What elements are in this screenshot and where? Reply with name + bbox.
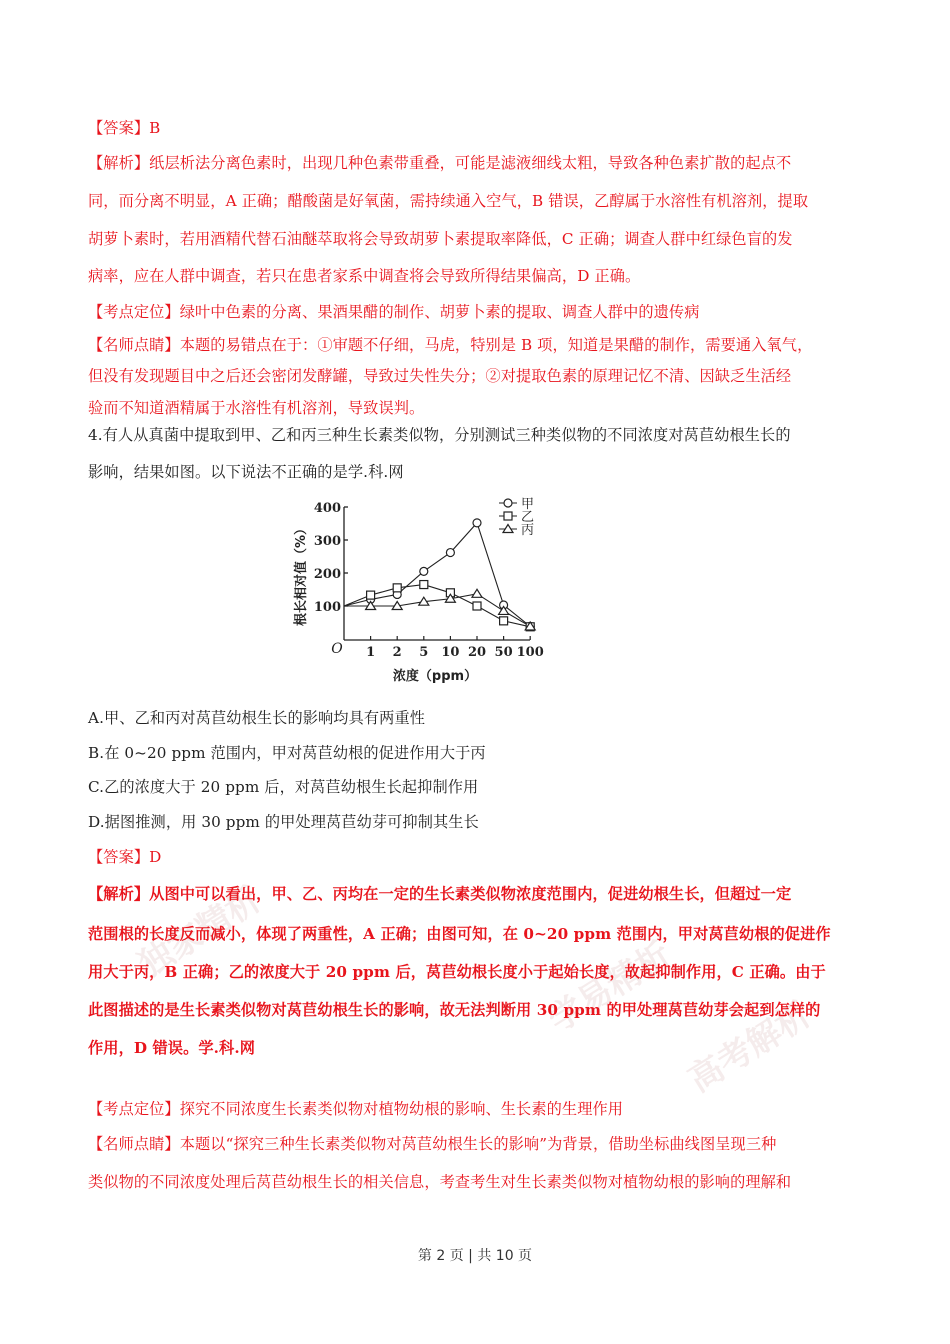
mingshi-label: 【名师点睛】	[88, 1135, 180, 1153]
chart-series	[344, 519, 535, 631]
watermark: 独家精析	[131, 879, 269, 986]
y-axis-tick-labels	[314, 501, 341, 615]
svg-text:1: 1	[366, 645, 376, 660]
q4-analysis-line: 作用，D 错误。学.科.网	[88, 1039, 256, 1057]
analysis-label: 【解析】	[88, 885, 150, 903]
answer-value: B	[149, 119, 161, 137]
answer-label: 【答案】	[88, 119, 150, 137]
q4-mingshi-line	[88, 1134, 776, 1154]
q4-answer	[88, 847, 161, 867]
chart-legend	[499, 497, 534, 538]
kaodian-text: 绿叶中色素的分离、果酒果醋的制作、胡萝卜素的提取、调查人群中的遗传病	[179, 303, 700, 321]
prev-kaodian	[88, 302, 700, 322]
root-growth-line-chart	[285, 490, 555, 690]
svg-text:200: 200	[313, 567, 341, 582]
svg-text:20: 20	[467, 645, 487, 660]
prev-analysis-line: 胡萝卜素时，若用酒精代替石油醚萃取将会导致胡萝卜素提取率降低，C 正确；调查人群中红绿色盲的发	[88, 230, 793, 248]
prev-analysis-line: 同，而分离不明显，A 正确；醋酸菌是好氧菌，需持续通入空气，B 错误，乙醇属于水溶性有机溶剂，提取	[88, 192, 809, 210]
q4-analysis-line: 此图描述的是生长素类似物对莴苣幼根生长的影响，故无法判断用 30 ppm 的甲处理莴苣幼芽会起到怎样的	[88, 1001, 821, 1019]
svg-text:300: 300	[313, 534, 341, 549]
origin-label: O	[331, 641, 343, 657]
answer-value: D	[149, 848, 162, 866]
mingshi-label: 【名师点睛】	[88, 336, 180, 354]
page-footer: 第 2 页 | 共 10 页	[417, 1248, 533, 1264]
watermark: 学易精析	[541, 934, 679, 1041]
watermark: 高考解析	[681, 994, 819, 1101]
q4-analysis-line: 范围根的长度反而减小，体现了两重性，A 正确；由图可知，在 0~20 ppm 范围内，甲对莴苣幼根的促进作	[88, 925, 831, 943]
svg-text:甲: 甲	[521, 497, 535, 512]
answer-label: 【答案】	[88, 848, 150, 866]
svg-text:乙: 乙	[521, 510, 535, 525]
q4-mingshi-line: 类似物的不同浓度处理后莴苣幼根生长的相关信息，考查考生对生长素类似物对植物幼根的影响的理解和	[88, 1173, 792, 1191]
x-axis-tick-labels	[366, 645, 544, 660]
prev-mingshi-line: 但没有发现题目中之后还会密闭发酵罐，导致过失性失分；②对提取色素的原理记忆不清、因缺乏生活经	[88, 367, 792, 385]
svg-text:5: 5	[419, 645, 429, 660]
question-stem-line: 影响，结果如图。以下说法不正确的是学.科.网	[88, 463, 404, 481]
svg-text:2: 2	[392, 645, 402, 660]
prev-mingshi-line	[88, 335, 812, 355]
prev-mingshi-line: 验而不知道酒精属于水溶性有机溶剂，导致误判。	[88, 399, 425, 417]
analysis-text: 纸层析法分离色素时，出现几种色素带重叠，可能是滤液细线太粗，导致各种色素扩散的起点不	[149, 154, 792, 172]
question-stem-line: 4.有人从真菌中提取到甲、乙和丙三种生长素类似物，分别测试三种类似物的不同浓度对莴苣幼根生长的	[88, 426, 791, 444]
q4-analysis-line	[88, 884, 791, 904]
option-b: B.在 0~20 ppm 范围内，甲对莴苣幼根的促进作用大于丙	[88, 744, 486, 762]
svg-text:100: 100	[313, 600, 341, 615]
y-axis-label: 根长相对值（%）	[294, 521, 309, 627]
x-axis-label: 浓度（ppm）	[392, 669, 478, 684]
svg-text:400: 400	[313, 501, 341, 516]
q4-analysis-line: 用大于丙，B 正确；乙的浓度大于 20 ppm 后，莴苣幼根长度小于起始长度，故起抑制作用，C 正确。由于	[88, 963, 826, 981]
mingshi-text: 本题的易错点在于：①审题不仔细，马虎，特别是 B 项，知道是果醋的制作，需要通入氧气，	[179, 336, 813, 354]
prev-analysis-line: 病率，应在人群中调查，若只在患者家系中调查将会导致所得结果偏高，D 正确。	[88, 267, 641, 285]
kaodian-label: 【考点定位】	[88, 303, 180, 321]
option-a: A.甲、乙和丙对莴苣幼根生长的影响均具有两重性	[88, 709, 426, 727]
svg-text:丙: 丙	[521, 523, 535, 538]
prev-analysis-line	[88, 153, 791, 173]
q4-kaodian	[88, 1099, 623, 1119]
prev-answer	[88, 118, 160, 138]
option-c: C.乙的浓度大于 20 ppm 后，对莴苣幼根生长起抑制作用	[88, 778, 479, 796]
kaodian-label: 【考点定位】	[88, 1100, 180, 1118]
mingshi-text: 本题以“探究三种生长素类似物对莴苣幼根生长的影响”为背景，借助坐标曲线图呈现三种	[179, 1135, 777, 1153]
svg-text:50: 50	[494, 645, 513, 660]
analysis-label: 【解析】	[88, 154, 150, 172]
svg-text:10: 10	[441, 645, 460, 660]
analysis-text: 从图中可以看出，甲、乙、丙均在一定的生长素类似物浓度范围内，促进幼根生长，但超过一定	[149, 885, 792, 903]
svg-text:100: 100	[516, 645, 544, 660]
kaodian-text: 探究不同浓度生长素类似物对植物幼根的影响、生长素的生理作用	[179, 1100, 624, 1118]
option-d: D.据图推测，用 30 ppm 的甲处理莴苣幼芽可抑制其生长	[88, 813, 479, 831]
